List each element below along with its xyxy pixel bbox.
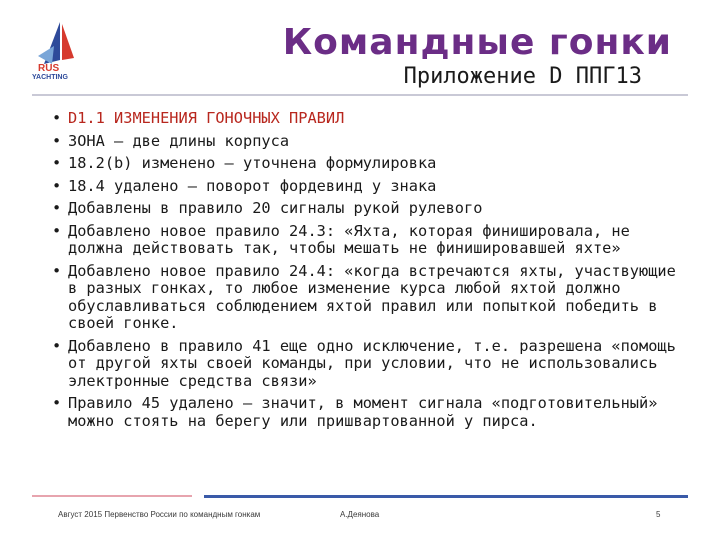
logo-subtext: YACHTING — [32, 74, 68, 81]
list-item — [52, 338, 692, 391]
list-item-text: Добавлено новое правило 24.4: «когда встречаются яхты, участвующие в разных гонках, то любое изменение курса любой яхтой должно обуславливаться соблюдением яхтой правил или попыткой победить в своей гонке. — [68, 261, 676, 332]
list-item-text: Правило 45 удалено – значит, в момент сигнала «подготовительный» можно стоять на берегу или пришвартованной у пирса. — [68, 394, 658, 430]
list-item-heading — [52, 110, 692, 128]
list-item-text: Добавлено новое правило 24.3: «Яхта, которая финишировала, не должна действовать так, чтобы мешать не финишировавшей яхте» — [68, 221, 630, 257]
list-item — [52, 223, 692, 258]
list-item — [52, 178, 692, 196]
rus-yachting-logo — [24, 20, 88, 82]
list-item-text: Добавлены в правило 20 сигналы рукой рулевого — [68, 199, 483, 217]
list-item — [52, 263, 692, 333]
list-item-text: 18.4 удалено – поворот фордевинд у знака — [68, 176, 437, 195]
page-title: Командные гонки — [282, 22, 672, 63]
footer-author: А.Деянова — [340, 510, 380, 519]
list-item-text: ЗОНА – две длины корпуса — [68, 131, 290, 150]
list-item — [52, 395, 692, 430]
list-item-text: 18.2(b) изменено – уточнена формулировка — [68, 154, 437, 172]
footer-divider-left — [32, 495, 192, 497]
list-item — [52, 133, 692, 151]
list-item-text: Добавлено в правило 41 еще одно исключение, т.е. разрешена «помощь от другой яхты своей команды, при условии, что не использовались электронные средства связи» — [68, 336, 676, 390]
list-item — [52, 200, 692, 218]
page-number: 5 — [656, 510, 661, 519]
footer-event: Август 2015 Первенство России по командным гонкам — [58, 510, 261, 519]
list-item — [52, 155, 692, 173]
footer-divider-right — [204, 495, 688, 498]
bullet-list — [52, 110, 692, 435]
list-item-text: D1.1 ИЗМЕНЕНИЯ ГОНОЧНЫХ ПРАВИЛ — [68, 109, 345, 127]
header-divider — [32, 94, 688, 96]
page-subtitle: Приложение D ППГ13 — [403, 64, 642, 89]
logo-text: RUS — [38, 63, 60, 74]
